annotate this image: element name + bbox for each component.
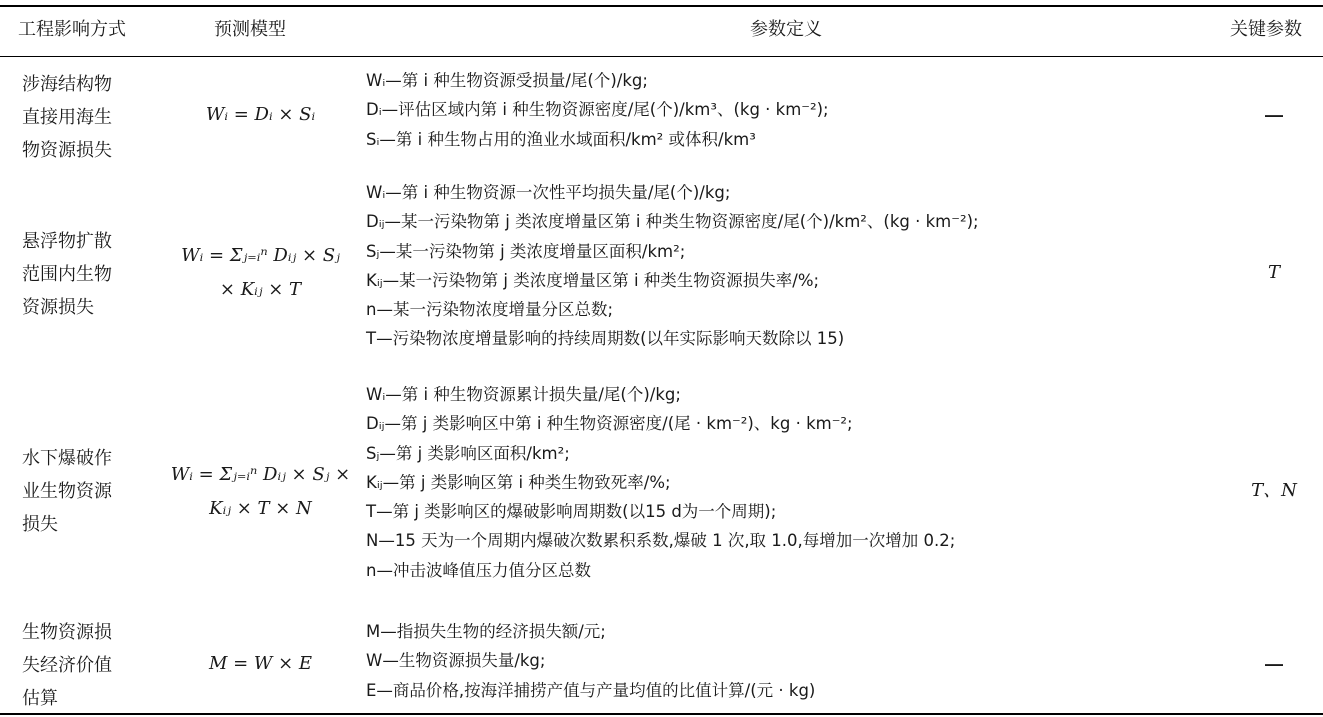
definition-line: Wᵢ—第 i 种生物资源累计损失量/尾(个)/kg; [366,385,681,404]
definition-line: n—某一污染物浓度增量分区总数; [366,300,614,320]
definition-line: M—指损失生物的经济损失额/元; [366,622,606,641]
definition-line: Sⱼ—某一污染物第 j 类浓度增量区面积/km²; [366,241,686,261]
row-mode [22,225,157,324]
mode-line: 失经济价值 [22,655,112,676]
table-row [0,380,1323,604]
mode-line: 涉海结构物 [22,74,112,95]
table-header-rule [0,56,1323,57]
definition-line: n—冲击波峰值压力值分区总数 [366,560,591,580]
row-model [168,98,353,132]
definition-line: Dᵢⱼ—第 j 类影响区中第 i 种生物资源密度/(尾 · km⁻²)、kg · km⁻²; [366,414,853,434]
row-mode [22,616,157,715]
row-definitions [366,380,1226,585]
table-row [0,64,1323,166]
table-row [0,616,1323,712]
definition-line: Wᵢ—第 i 种生物资源一次性平均损失量/尾(个)/kg; [366,183,731,202]
definition-line: Dᵢ—评估区域内第 i 种生物资源密度/尾(个)/km³、(kg · km⁻²); [366,100,829,120]
mode-line: 生物资源损 [22,622,112,643]
key-param-value: — [1265,654,1283,674]
mode-line: 资源损失 [22,297,94,318]
formula-line: Wᵢ = Σⱼ₌ᵢⁿ Dᵢⱼ × Sⱼ [181,245,340,266]
header-model: 预测模型 [214,19,286,40]
row-definitions [366,178,1226,354]
header-definition: 参数定义 [750,19,822,40]
row-mode [22,442,157,541]
definition-line: Sᵢ—第 i 种生物占用的渔业水域面积/km² 或体积/km³ [366,129,756,149]
mode-line: 业生物资源 [22,481,112,502]
formula-line: Kᵢⱼ × T × N [209,498,312,519]
row-model [168,458,353,526]
formula-line: × Kᵢⱼ × T [219,279,302,300]
definition-line: T—第 j 类影响区的爆破影响周期数(以15 d为一个周期); [366,502,777,522]
definition-line: E—商品价格,按海洋捕捞产值与产量均值的比值计算/(元 · kg) [366,680,816,700]
definition-line: N—15 天为一个周期内爆破次数累积系数,爆破 1 次,取 1.0,每增加一次增加 0.2; [366,531,956,551]
mode-line: 范围内生物 [22,264,112,285]
row-key-param [1225,98,1323,133]
definition-line: T—污染物浓度增量影响的持续周期数(以年实际影响天数除以 15) [366,329,845,349]
formula-line: M = W × E [208,653,313,674]
key-param-value: — [1265,105,1283,125]
header-key-params: 关键参数 [1230,19,1302,40]
definition-line: W—生物资源损失量/kg; [366,651,546,671]
row-model [168,647,353,681]
key-param-value: T [1267,262,1280,283]
mode-line: 悬浮物扩散 [22,231,112,252]
definition-line: Dᵢⱼ—某一污染物第 j 类浓度增量区第 i 种类生物资源密度/尾(个)/km²、(kg · km⁻²); [366,212,979,232]
row-definitions [366,617,1226,705]
definition-line: Wᵢ—第 i 种生物资源受损量/尾(个)/kg; [366,71,648,90]
table-row [0,178,1323,368]
table-bottom-rule [0,713,1323,715]
header-mode: 工程影响方式 [18,19,126,40]
formula-line: Wᵢ = Dᵢ × Sᵢ [205,104,316,125]
row-model [168,239,353,307]
key-param-value: T、N [1251,480,1297,501]
mode-line: 估算 [22,688,58,709]
row-mode [22,68,157,167]
mode-line: 物资源损失 [22,140,112,161]
row-key-param [1225,647,1323,682]
definition-line: Sⱼ—第 j 类影响区面积/km²; [366,443,570,463]
mode-line: 水下爆破作 [22,448,112,469]
row-key-param [1225,256,1323,290]
definition-line: Kᵢⱼ—第 j 类影响区第 i 种类生物致死率/%; [366,472,671,492]
mode-line: 损失 [22,514,58,535]
table-top-rule [0,5,1323,7]
formula-line: Wᵢ = Σⱼ₌ᵢⁿ Dᵢⱼ × Sⱼ × [170,464,351,485]
row-key-param [1225,474,1323,508]
mode-line: 直接用海生 [22,107,112,128]
definition-line: Kᵢⱼ—某一污染物第 j 类浓度增量区第 i 种类生物资源损失率/%; [366,270,820,290]
row-definitions [366,66,1226,154]
